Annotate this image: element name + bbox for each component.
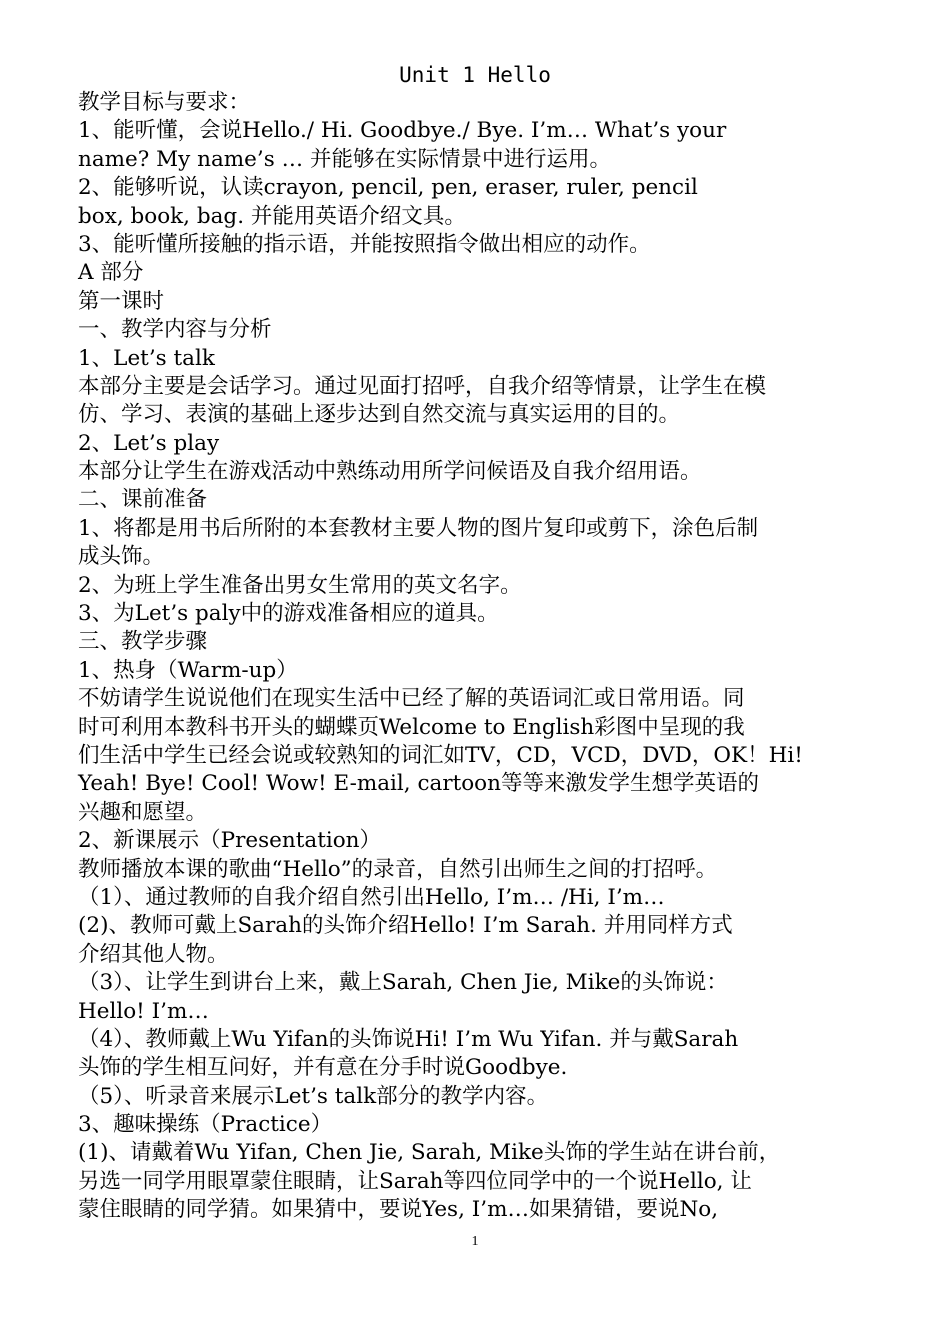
text-line: 时可利用本教科书开头的蝴蝶页Welcome to English彩图中呈现的我 <box>78 714 745 740</box>
text-line: 2、Let’s play <box>78 430 220 456</box>
page-number: 1 <box>471 1234 479 1249</box>
document-body <box>78 89 878 1225</box>
text-line: box, book, bag. 并能用英语介绍文具。 <box>78 203 466 229</box>
section-heading: 三、教学步骤 <box>78 629 208 655</box>
text-line: 们生活中学生已经会说或较熟知的词汇如TV，CD，VCD，DVD，OK！Hi! <box>78 742 803 768</box>
document-title: Unit 1 Hello <box>399 63 551 87</box>
text-line: 兴趣和愿望。 <box>78 799 208 825</box>
text-line: （1）、通过教师的自我介绍自然引出Hello, I’m… /Hi, I’m… <box>78 884 665 910</box>
text-line: 3、趣味操练（Practice） <box>78 1112 333 1138</box>
text-line: 1、Let’s talk <box>78 345 215 371</box>
text-line: 1、热身（Warm-up） <box>78 657 298 683</box>
text-line: (1)、请戴着Wu Yifan, Chen Jie, Sarah, Mike头饰的学生站在讲台前， <box>78 1140 781 1166</box>
text-line: 1、能听懂，会说Hello./ Hi. Goodbye./ Bye. I’m… What’s your <box>78 118 727 144</box>
text-line: （5）、听录音来展示Let’s talk部分的教学内容。 <box>78 1083 549 1109</box>
text-line: 本部分主要是会话学习。通过见面打招呼，自我介绍等情景，让学生在模 <box>78 373 767 399</box>
text-line: （3）、让学生到讲台上来，戴上Sarah, Chen Jie, Mike的头饰说： <box>78 970 728 996</box>
text-line: 头饰的学生相互问好，并有意在分手时说Goodbye. <box>78 1055 568 1081</box>
text-line: 教学目标与要求： <box>78 90 251 115</box>
text-line: 3、为Let’s paly中的游戏准备相应的道具。 <box>78 601 499 627</box>
text-line: Hello! I’m… <box>78 998 209 1024</box>
text-line: 2、新课展示（Presentation） <box>78 828 382 854</box>
text-line: 教师播放本课的歌曲“Hello”的录音，自然引出师生之间的打招呼。 <box>78 856 718 882</box>
text-line: 不妨请学生说说他们在现实生活中已经了解的英语词汇或日常用语。同 <box>78 686 745 712</box>
text-line: 另选一同学用眼罩蒙住眼睛，让Sarah等四位同学中的一个说Hello, 让 <box>78 1168 752 1194</box>
text-line: name? My name’s … 并能够在实际情景中进行运用。 <box>78 146 611 172</box>
section-heading: A 部分 <box>78 260 144 286</box>
text-line: （4）、教师戴上Wu Yifan的头饰说Hi! I’m Wu Yifan. 并与戴Sarah <box>78 1026 739 1052</box>
text-line: 3、能听懂所接触的指示语，并能按照指令做出相应的动作。 <box>78 231 651 257</box>
section-heading: 一、教学内容与分析 <box>78 317 272 343</box>
text-line: 2、能够听说，认读crayon, pencil, pen, eraser, ruler, pencil <box>78 175 698 201</box>
text-line: 仿、学习、表演的基础上逐步达到自然交流与真实运用的目的。 <box>78 402 681 428</box>
text-line: Yeah! Bye! Cool! Wow! E-mail, cartoon等等来激发学生想学英语的 <box>78 771 759 797</box>
section-heading: 二、课前准备 <box>78 487 208 513</box>
text-line: (2)、教师可戴上Sarah的头饰介绍Hello! I’m Sarah. 并用同样方式 <box>78 913 733 939</box>
text-line: 本部分让学生在游戏活动中熟练动用所学问候语及自我介绍用语。 <box>78 459 702 485</box>
section-heading: 第一课时 <box>78 288 165 314</box>
text-line: 2、为班上学生准备出男女生常用的英文名字。 <box>78 572 522 598</box>
text-line: 蒙住眼睛的同学猜。如果猜中，要说Yes, I’m…如果猜错，要说No, <box>78 1197 719 1223</box>
text-line: 1、将都是用书后所附的本套教材主要人物的图片复印或剪下，涂色后制 <box>78 515 759 541</box>
text-line: 成头饰。 <box>78 544 165 570</box>
text-line: 介绍其他人物。 <box>78 941 229 967</box>
